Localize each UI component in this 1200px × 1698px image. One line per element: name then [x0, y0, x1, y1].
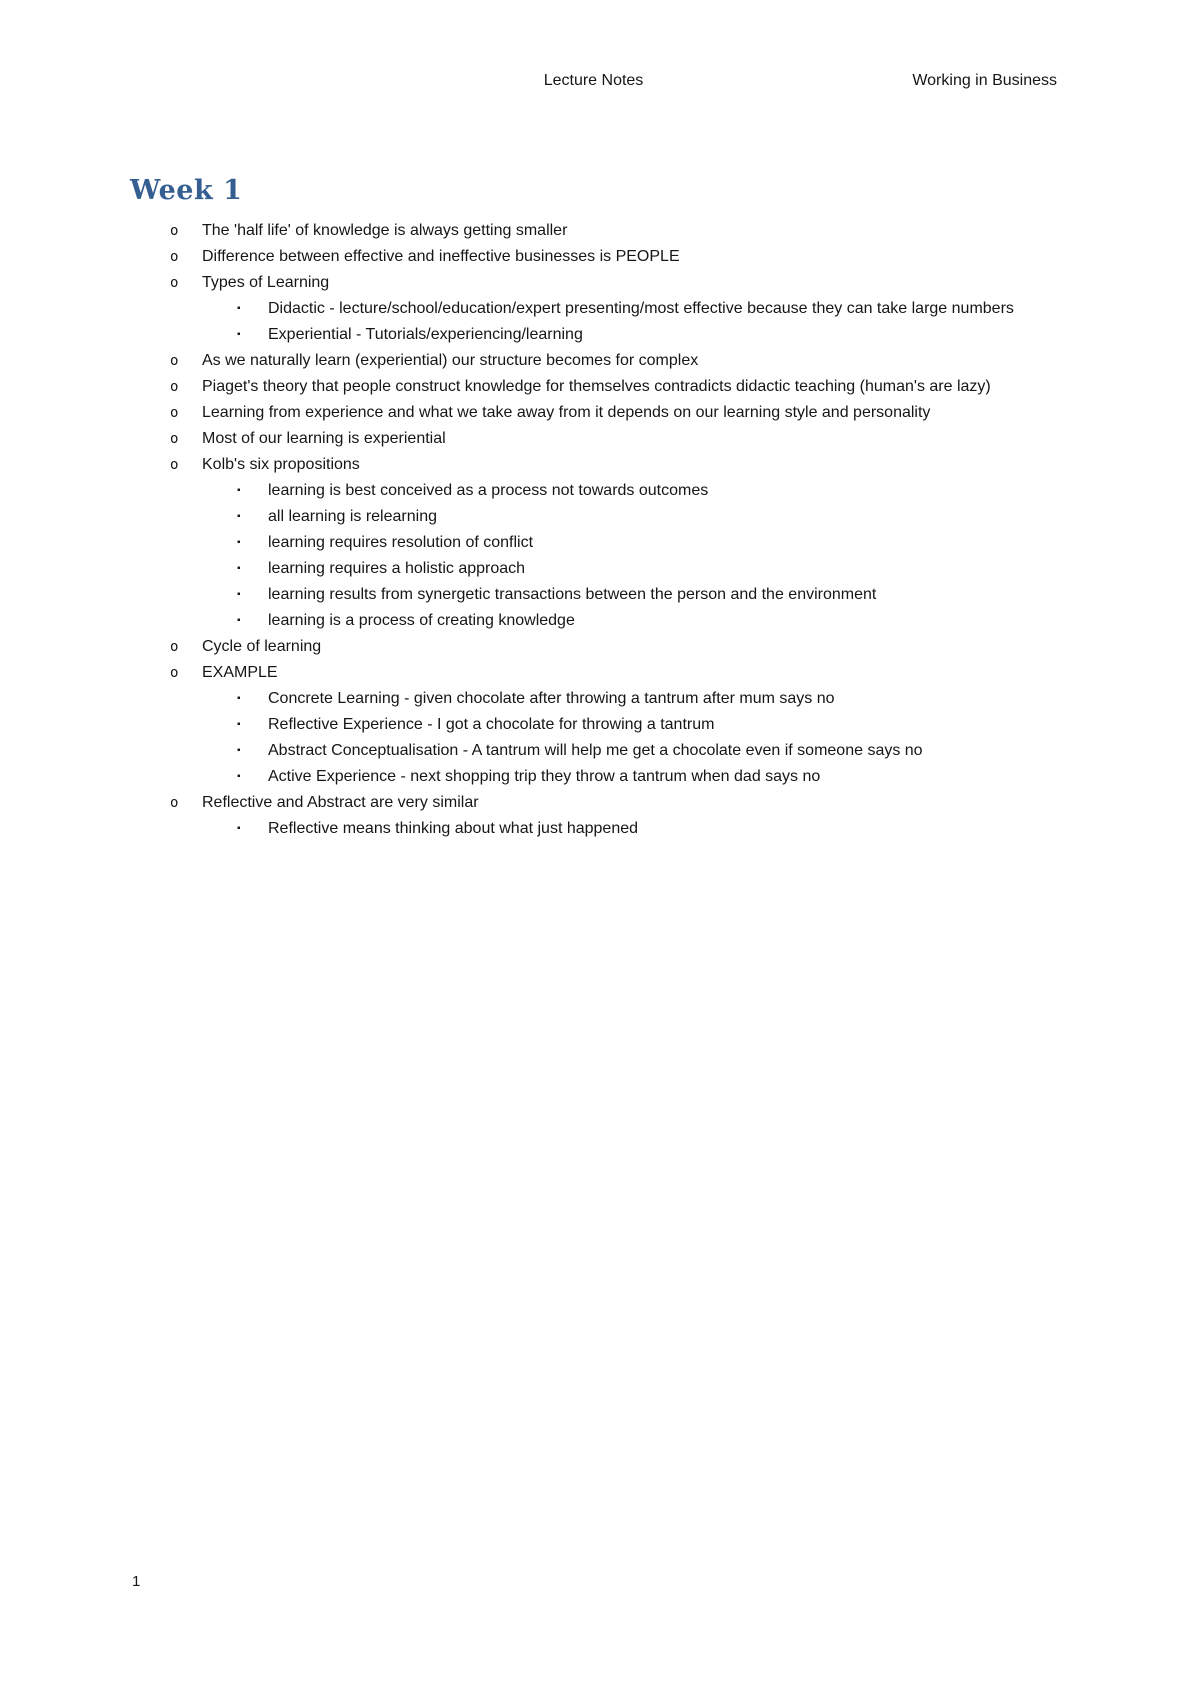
- list-item: [130, 296, 1057, 322]
- list-item-text: As we naturally learn (experiential) our structure becomes for complex: [202, 352, 699, 369]
- list-item: [130, 530, 1057, 556]
- page-title: Week 1: [130, 175, 243, 206]
- list-item-text: EXAMPLE: [202, 664, 278, 681]
- circle-bullet-marker-icon: o: [170, 353, 179, 369]
- list-item-text: Cycle of learning: [202, 638, 322, 655]
- header-document-title: Lecture Notes: [543, 72, 644, 89]
- list-item-text: learning is best conceived as a process not towards outcomes: [268, 482, 709, 499]
- square-bullet-marker-icon: ▪: [237, 329, 241, 340]
- header-course-title: Working in Business: [912, 72, 1057, 89]
- page-content: [130, 174, 1057, 842]
- list-item: [130, 348, 1057, 374]
- list-item-text: learning results from synergetic transactions between the person and the environment: [268, 586, 877, 603]
- list-item: [130, 478, 1057, 504]
- list-item-text: Experiential - Tutorials/experiencing/learning: [268, 326, 583, 343]
- list-item: [130, 816, 1057, 842]
- list-item: [130, 426, 1057, 452]
- list-item-text: The 'half life' of knowledge is always getting smaller: [202, 222, 568, 239]
- square-bullet-marker-icon: ▪: [237, 771, 241, 782]
- list-item: [130, 556, 1057, 582]
- page-footer: [132, 1572, 140, 1592]
- page-header: [130, 70, 1057, 92]
- list-item-text: learning is a process of creating knowledge: [268, 612, 575, 629]
- list-item: [130, 686, 1057, 712]
- square-bullet-marker-icon: ▪: [237, 537, 241, 548]
- list-item: [130, 218, 1057, 244]
- list-item: [130, 452, 1057, 478]
- page-number: 1: [132, 1573, 141, 1590]
- list-item: [130, 660, 1057, 686]
- list-item-text: Concrete Learning - given chocolate after throwing a tantrum after mum says no: [268, 690, 835, 707]
- circle-bullet-marker-icon: o: [170, 457, 179, 473]
- list-item: [130, 374, 1057, 400]
- list-item-text: Learning from experience and what we take away from it depends on our learning style and personality: [202, 404, 931, 421]
- circle-bullet-marker-icon: o: [170, 249, 179, 265]
- circle-bullet-marker-icon: o: [170, 795, 179, 811]
- list-item-text: Piaget's theory that people construct knowledge for themselves contradicts didactic teaching (human's are lazy): [202, 378, 991, 395]
- list-item-text: Didactic - lecture/school/education/expert presenting/most effective because they can take large numbers: [268, 300, 1014, 317]
- list-item: [130, 790, 1057, 816]
- circle-bullet-marker-icon: o: [170, 275, 179, 291]
- circle-bullet-marker-icon: o: [170, 431, 179, 447]
- list-item: [130, 504, 1057, 530]
- list-item: [130, 244, 1057, 270]
- circle-bullet-marker-icon: o: [170, 405, 179, 421]
- list-item-text: Reflective means thinking about what just happened: [268, 820, 639, 837]
- list-item-text: Types of Learning: [202, 274, 330, 291]
- list-item-text: Most of our learning is experiential: [202, 430, 446, 447]
- notes-list: [130, 218, 1057, 842]
- square-bullet-marker-icon: ▪: [237, 693, 241, 704]
- square-bullet-marker-icon: ▪: [237, 745, 241, 756]
- circle-bullet-marker-icon: o: [170, 379, 179, 395]
- list-item-text: Active Experience - next shopping trip they throw a tantrum when dad says no: [268, 768, 821, 785]
- list-item: [130, 608, 1057, 634]
- square-bullet-marker-icon: ▪: [237, 719, 241, 730]
- list-item: [130, 400, 1057, 426]
- list-item: [130, 738, 1057, 764]
- list-item: [130, 270, 1057, 296]
- list-item: [130, 712, 1057, 738]
- list-item-text: Reflective and Abstract are very similar: [202, 794, 479, 811]
- circle-bullet-marker-icon: o: [170, 639, 179, 655]
- square-bullet-marker-icon: ▪: [237, 485, 241, 496]
- square-bullet-marker-icon: ▪: [237, 511, 241, 522]
- circle-bullet-marker-icon: o: [170, 223, 179, 239]
- list-item-text: learning requires resolution of conflict: [268, 534, 534, 551]
- list-item-text: all learning is relearning: [268, 508, 437, 525]
- list-item-text: Abstract Conceptualisation - A tantrum will help me get a chocolate even if someone says no: [268, 742, 923, 759]
- list-item-text: Reflective Experience - I got a chocolate for throwing a tantrum: [268, 716, 715, 733]
- circle-bullet-marker-icon: o: [170, 665, 179, 681]
- list-item: [130, 764, 1057, 790]
- list-item: [130, 322, 1057, 348]
- square-bullet-marker-icon: ▪: [237, 303, 241, 314]
- square-bullet-marker-icon: ▪: [237, 563, 241, 574]
- square-bullet-marker-icon: ▪: [237, 589, 241, 600]
- list-item: [130, 582, 1057, 608]
- list-item-text: learning requires a holistic approach: [268, 560, 526, 577]
- list-item-text: Kolb's six propositions: [202, 456, 360, 473]
- list-item: [130, 634, 1057, 660]
- list-item-text: Difference between effective and ineffective businesses is PEOPLE: [202, 248, 680, 265]
- square-bullet-marker-icon: ▪: [237, 823, 241, 834]
- square-bullet-marker-icon: ▪: [237, 615, 241, 626]
